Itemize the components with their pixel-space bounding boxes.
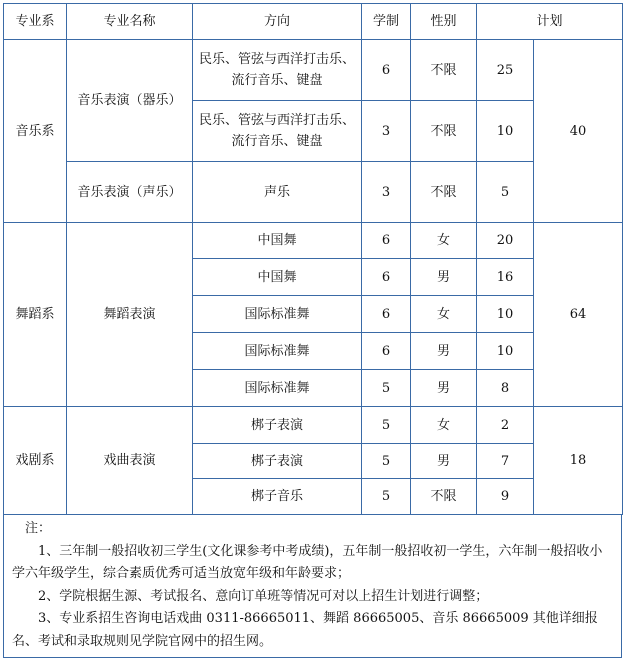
- direction-cell: [193, 40, 362, 101]
- years-cell: 3: [362, 162, 411, 223]
- count-cell: 2: [477, 407, 534, 444]
- notes-section: [3, 515, 622, 658]
- gender-cell: 不限: [411, 40, 477, 101]
- years-cell: 5: [362, 479, 411, 515]
- header-dept: 专业系: [4, 4, 67, 40]
- table-row: [4, 162, 623, 223]
- direction-cell: 梆子音乐: [193, 479, 362, 515]
- table-row: [4, 407, 623, 444]
- direction-cell: [193, 101, 362, 162]
- count-cell: 16: [477, 259, 534, 296]
- major-cell: 舞蹈表演: [67, 223, 193, 407]
- total-cell: 40: [534, 40, 623, 223]
- gender-cell: 女: [411, 296, 477, 333]
- count-cell: 10: [477, 333, 534, 370]
- gender-cell: 女: [411, 223, 477, 259]
- years-cell: 6: [362, 296, 411, 333]
- plan-table: [3, 3, 623, 515]
- header-direction: 方向: [193, 4, 362, 40]
- years-cell: 5: [362, 407, 411, 444]
- gender-cell: 男: [411, 333, 477, 370]
- direction-cell: 国际标准舞: [193, 370, 362, 407]
- gender-cell: 不限: [411, 479, 477, 515]
- admission-plan: [3, 3, 622, 658]
- direction-cell: 声乐: [193, 162, 362, 223]
- gender-cell: 男: [411, 370, 477, 407]
- header-gender: 性别: [411, 4, 477, 40]
- total-cell: 18: [534, 407, 623, 515]
- direction-cell: 中国舞: [193, 259, 362, 296]
- gender-cell: 不限: [411, 101, 477, 162]
- major-cell: 戏曲表演: [67, 407, 193, 515]
- dept-cell: 戏剧系: [4, 407, 67, 515]
- years-cell: 6: [362, 333, 411, 370]
- gender-cell: 女: [411, 407, 477, 444]
- years-cell: 6: [362, 259, 411, 296]
- note-item-1: 1、三年制一般招收初三学生(文化课参考中考成绩)，五年制一般招收初一学生，六年制一般招收小学六年级学生，综合素质优秀可适当放宽年级和年龄要求；: [12, 543, 603, 581]
- count-cell: 9: [477, 479, 534, 515]
- gender-cell: 男: [411, 444, 477, 479]
- dept-cell: 音乐系: [4, 40, 67, 223]
- count-cell: 25: [477, 40, 534, 101]
- direction-cell: 国际标准舞: [193, 333, 362, 370]
- table-row: [4, 223, 623, 259]
- gender-cell: 不限: [411, 162, 477, 223]
- direction-line: 流行音乐、键盘: [231, 134, 323, 149]
- count-cell: 8: [477, 370, 534, 407]
- years-cell: 6: [362, 223, 411, 259]
- major-cell: 音乐表演（器乐）: [67, 40, 193, 162]
- direction-line: 流行音乐、键盘: [231, 73, 323, 88]
- direction-cell: 梆子表演: [193, 444, 362, 479]
- direction-line: 民乐、管弦与西洋打击乐、: [198, 52, 355, 67]
- direction-cell: 梆子表演: [193, 407, 362, 444]
- major-cell: 音乐表演（声乐）: [67, 162, 193, 223]
- years-cell: 5: [362, 370, 411, 407]
- count-cell: 5: [477, 162, 534, 223]
- years-cell: 3: [362, 101, 411, 162]
- years-cell: 5: [362, 444, 411, 479]
- count-cell: 10: [477, 296, 534, 333]
- count-cell: 20: [477, 223, 534, 259]
- notes-title: 注：: [25, 521, 52, 536]
- total-cell: 64: [534, 223, 623, 407]
- note-item-2: 2、学院根据生源、考试报名、意向订单班等情况可对以上招生计划进行调整；: [38, 588, 489, 604]
- direction-cell: 中国舞: [193, 223, 362, 259]
- header-years: 学制: [362, 4, 411, 40]
- dept-cell: 舞蹈系: [4, 223, 67, 407]
- gender-cell: 男: [411, 259, 477, 296]
- header-row: [4, 4, 623, 40]
- count-cell: 10: [477, 101, 534, 162]
- direction-line: 民乐、管弦与西洋打击乐、: [198, 113, 355, 128]
- count-cell: 7: [477, 444, 534, 479]
- note-item-3: 3、专业系招生咨询电话戏曲 0311-86665011、舞蹈 86665005、音乐 86665009 其他详细报名、考试和录取规则见学院官网中的招生网。: [12, 611, 598, 649]
- header-plan: 计划: [477, 4, 623, 40]
- header-major: 专业名称: [67, 4, 193, 40]
- years-cell: 6: [362, 40, 411, 101]
- table-row: [4, 40, 623, 101]
- direction-cell: 国际标准舞: [193, 296, 362, 333]
